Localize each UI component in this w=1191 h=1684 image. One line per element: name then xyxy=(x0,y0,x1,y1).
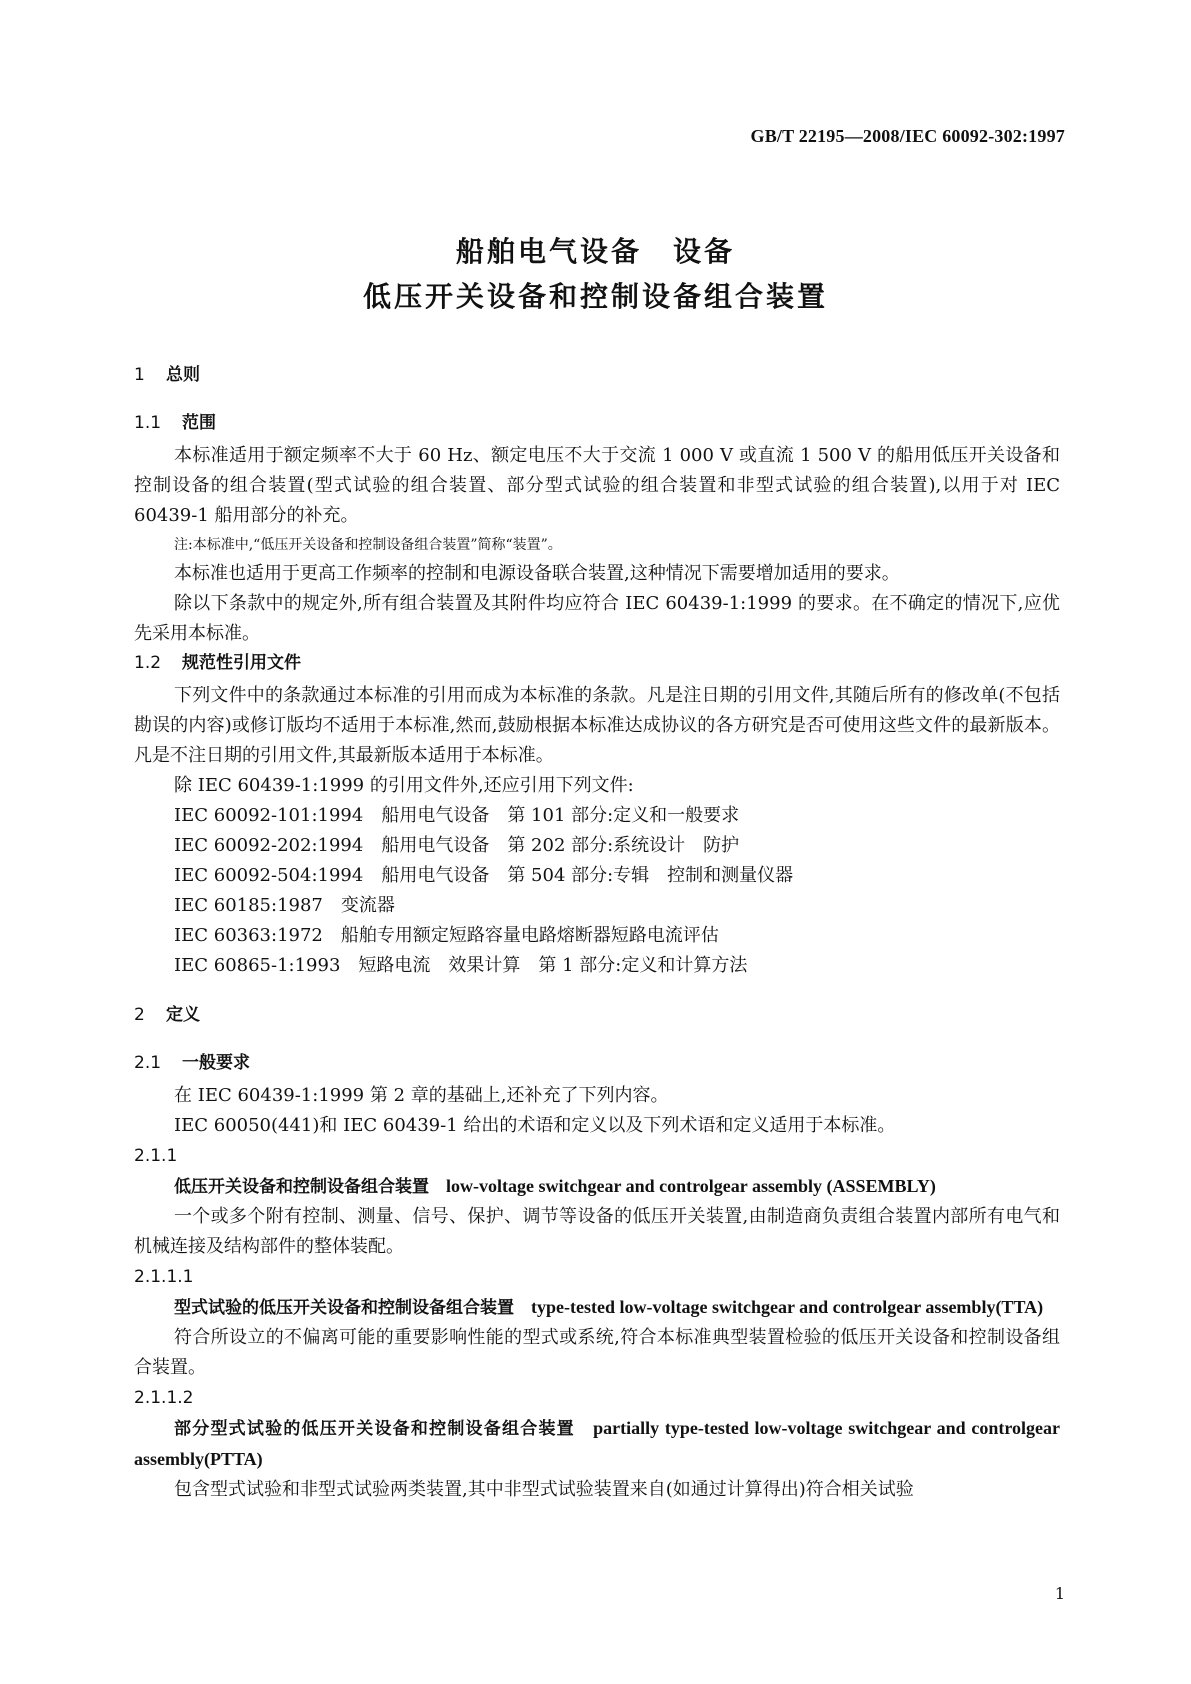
section-title: 一般要求 xyxy=(182,1053,250,1073)
section-title: 定义 xyxy=(166,1005,200,1025)
term-heading xyxy=(134,1413,1060,1475)
term-zh: 部分型式试验的低压开关设备和控制设备组合装置 xyxy=(174,1419,575,1439)
term-zh: 低压开关设备和控制设备组合装置 xyxy=(174,1177,429,1197)
term-en: partially type-tested low-voltage switchgear and controlgear assembly(PTTA) xyxy=(134,1418,1061,1469)
section-number: 1.2 xyxy=(134,653,162,673)
section-2-1-heading xyxy=(134,1053,1060,1073)
section-title: 规范性引用文件 xyxy=(182,653,301,673)
term-heading xyxy=(134,1171,1060,1202)
paragraph: 在 IEC 60439-1:1999 第 2 章的基础上,还补充了下列内容。 xyxy=(174,1085,669,1106)
section-1-1-heading xyxy=(134,413,1060,433)
term-en: low-voltage switchgear and controlgear assembly (ASSEMBLY) xyxy=(446,1176,936,1196)
title-line-2: 低压开关设备和控制设备组合装置 xyxy=(362,280,828,313)
clause-number: 2.1.1.1 xyxy=(134,1267,194,1287)
term-en: type-tested low-voltage switchgear and controlgear assembly(TTA) xyxy=(531,1297,1044,1317)
reference-item: IEC 60185:1987 变流器 xyxy=(174,895,395,916)
section-1-heading xyxy=(134,365,1060,385)
clause-number: 2.1.1.2 xyxy=(134,1388,194,1408)
paragraph: 除 IEC 60439-1:1999 的引用文件外,还应引用下列文件: xyxy=(174,775,634,796)
page-number: 1 xyxy=(1054,1584,1065,1603)
standard-code: GB/T 22195—2008/IEC 60092-302:1997 xyxy=(750,126,1065,146)
section-number: 1.1 xyxy=(134,413,162,433)
reference-item: IEC 60865-1:1993 短路电流 效果计算 第 1 部分:定义和计算方法 xyxy=(174,955,748,976)
reference-item: IEC 60092-101:1994 船用电气设备 第 101 部分:定义和一般要求 xyxy=(174,805,740,826)
paragraph: 本标准也适用于更高工作频率的控制和电源设备联合装置,这种情况下需要增加适用的要求。 xyxy=(174,563,900,584)
paragraph: IEC 60050(441)和 IEC 60439-1 给出的术语和定义以及下列术语和定义适用于本标准。 xyxy=(174,1115,896,1136)
definition: 符合所设立的不偏离可能的重要影响性能的型式或系统,符合本标准典型装置检验的低压开关设备和控制设备组合装置。 xyxy=(134,1327,1060,1378)
term-zh: 型式试验的低压开关设备和控制设备组合装置 xyxy=(174,1298,514,1318)
section-number: 1 xyxy=(134,365,145,385)
reference-item: IEC 60092-504:1994 船用电气设备 第 504 部分:专辑 控制和测量仪器 xyxy=(174,865,794,886)
paragraph: 除以下条款中的规定外,所有组合装置及其附件均应符合 IEC 60439-1:1999 的要求。在不确定的情况下,应优先采用本标准。 xyxy=(134,593,1060,644)
paragraph: 下列文件中的条款通过本标准的引用而成为本标准的条款。凡是注日期的引用文件,其随后所有的修改单(不包括勘误的内容)或修订版均不适用于本标准,然而,鼓励根据本标准达成协议的各方研究是否可使用这些文件的最新版本。凡是不注日期的引用文件,其最新版本适用于本标准。 xyxy=(134,685,1060,766)
clause-number: 2.1.1 xyxy=(134,1146,178,1166)
section-number: 2.1 xyxy=(134,1053,162,1073)
term-heading xyxy=(134,1292,1060,1323)
definition: 一个或多个附有控制、测量、信号、保护、调节等设备的低压开关装置,由制造商负责组合装置内部所有电气和机械连接及结构部件的整体装配。 xyxy=(134,1206,1060,1257)
document-body xyxy=(134,365,1060,1505)
section-number: 2 xyxy=(134,1005,145,1025)
note: 注:本标准中,“低压开关设备和控制设备组合装置”简称“装置”。 xyxy=(174,537,562,553)
reference-item: IEC 60363:1972 船舶专用额定短路容量电路熔断器短路电流评估 xyxy=(174,925,719,946)
section-1-2-heading xyxy=(134,653,1060,673)
section-title: 总则 xyxy=(166,365,200,385)
section-title: 范围 xyxy=(182,413,216,433)
section-2-heading xyxy=(134,1005,1060,1025)
paragraph: 本标准适用于额定频率不大于 60 Hz、额定电压不大于交流 1 000 V 或直流 1 500 V 的船用低压开关设备和控制设备的组合装置(型式试验的组合装置、部分型式试验的组合装置和非型式试验的组合装置),以用于对 IEC 60439-1 船用部分的补充。 xyxy=(134,445,1060,526)
definition: 包含型式试验和非型式试验两类装置,其中非型式试验装置来自(如通过计算得出)符合相关试验 xyxy=(174,1479,914,1500)
title-line-1: 船舶电气设备 设备 xyxy=(455,235,735,268)
reference-item: IEC 60092-202:1994 船用电气设备 第 202 部分:系统设计 防护 xyxy=(174,835,740,856)
